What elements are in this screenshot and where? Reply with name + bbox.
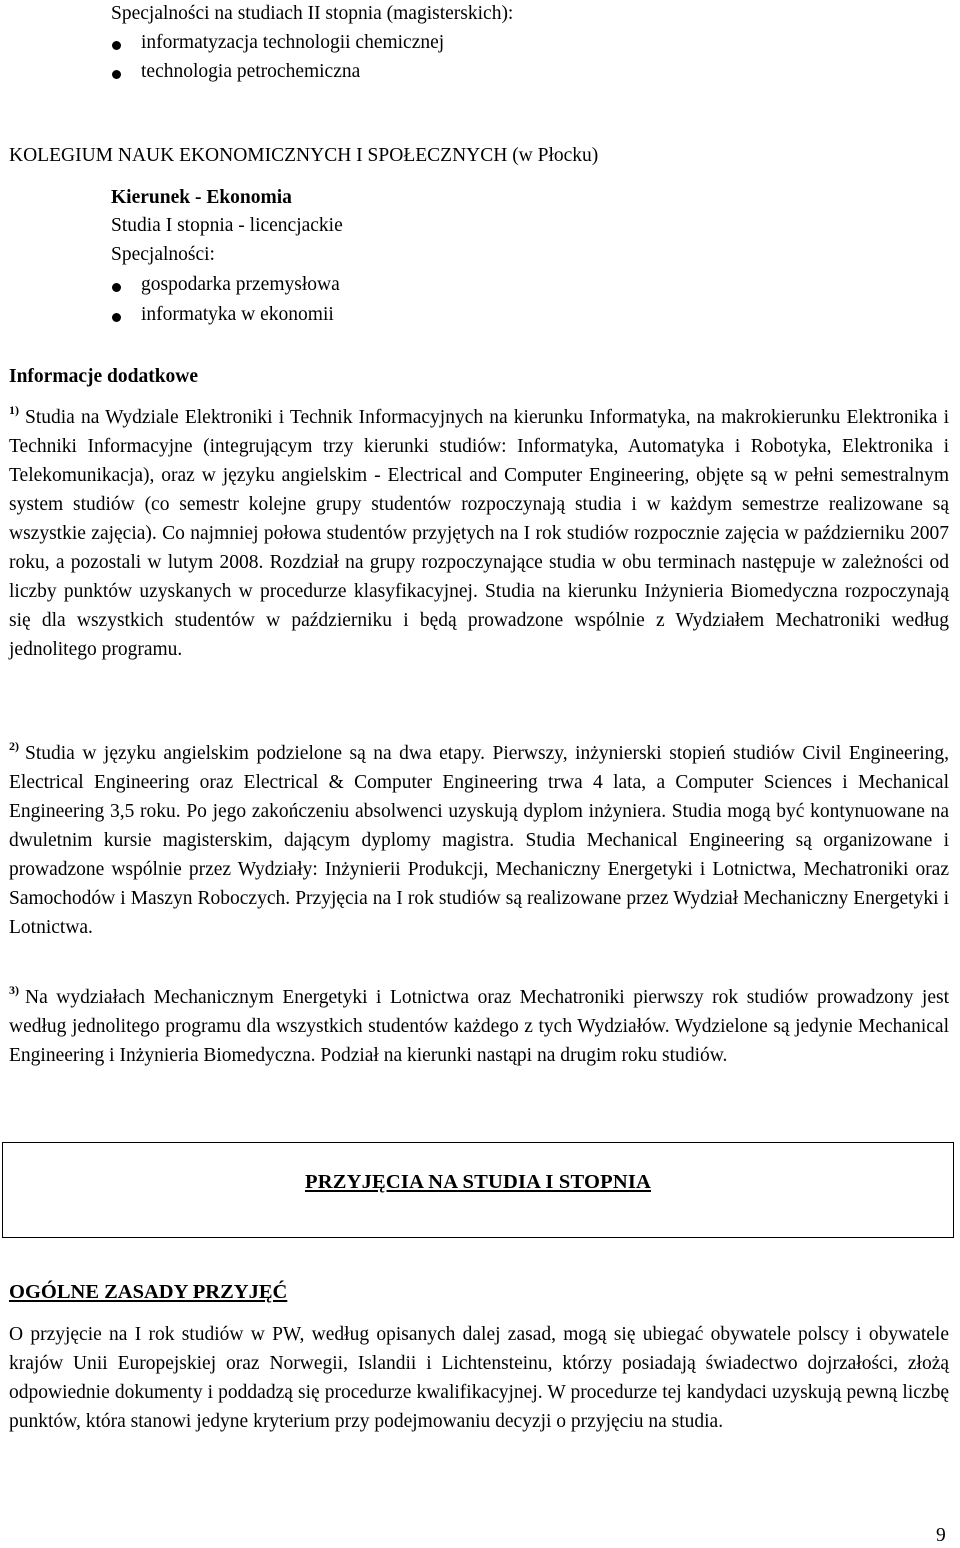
kolegium-title: KOLEGIUM NAUK EKONOMICZNYCH I SPOŁECZNYCH (w Płocku) xyxy=(9,145,599,166)
ogolne-zasady-heading: OGÓLNE ZASADY PRZYJĘĆ xyxy=(9,1281,288,1303)
note-3 xyxy=(9,976,949,1070)
note-marker: 3) xyxy=(9,983,19,997)
note-1 xyxy=(9,396,949,664)
list-item: gospodarka przemysłowa xyxy=(141,274,340,295)
note-text: Studia na Wydziale Elektroniki i Technik Informacyjnych na kierunku Informatyka, na makrokierunku Elektronika i Techniki Informacyjne (integrującym trzy kierunki studiów: Informatyka, Automatyka i Robotyka, Elektronika i Telekomunikacja), oraz w języku angielskim - Electrical and Computer Engineering, objęte są w pełni semestralnym system studiów (co semestr kolejne grupy studentów rozpoczynają studia i w każdym semestrze realizowane są wszystkie zajęcia). Co najmniej połowa studentów przyjętych na I rok studiów rozpocznie zajęcia w październiku 2007 roku, a pozostali w lutym 2008. Rozdział na grupy rozpoczynające studia w obu terminach następuje w zależności od liczby punktów uzyskanych w procedurze klasyfikacyjnej. Studia na kierunku Inżynieria Biomedyczna rozpoczynają się dla wszystkich studentów w październiku i będą prowadzone wspólnie z Wydziałem Mechatroniki według jednolitego programu. xyxy=(9,407,949,660)
page-number: 9 xyxy=(936,1525,946,1546)
section-title: PRZYJĘCIA NA STUDIA I STOPNIA xyxy=(304,1171,652,1193)
bullet-icon xyxy=(112,41,121,50)
spec-label: Specjalności: xyxy=(111,244,215,265)
ogolne-zasady-text: O przyjęcie na I rok studiów w PW, według opisanych dalej zasad, mogą się ubiegać obywatele polscy i obywatele krajów Unii Europejskiej oraz Norwegii, Islandii i Lichtensteinu, którzy posiadają świadectwo dojrzałości, złożą odpowiednie dokumenty i poddadzą się procedurze kwalifikacyjnej. W procedurze tej kandydaci uzyskują pewną liczbę punktów, która stanowi jedyne kryterium przy podejmowaniu decyzji o przyjęciu na studia. xyxy=(9,1324,949,1432)
note-marker: 2) xyxy=(9,739,19,753)
note-text: Na wydziałach Mechanicznym Energetyki i Lotnictwa oraz Mechatroniki pierwszy rok studiów prowadzony jest według jednolitego programu dla wszystkich studentów każdego z tych Wydziałów. Wydzielone są jedynie Mechanical Engineering i Inżynieria Biomedyczna. Podział na kierunki nastąpi na drugim roku studiów. xyxy=(9,987,949,1066)
bullet-icon xyxy=(112,283,121,292)
bullet-icon xyxy=(112,313,121,322)
list-item: technologia petrochemiczna xyxy=(141,61,361,82)
list-item: informatyka w ekonomii xyxy=(141,304,334,325)
note-marker: 1) xyxy=(9,403,19,417)
spec-label-magister: Specjalności na studiach II stopnia (magisterskich): xyxy=(111,3,514,24)
note-2 xyxy=(9,732,949,942)
kierunek-label: Kierunek - Ekonomia xyxy=(111,187,292,208)
bullet-icon xyxy=(112,70,121,79)
list-item: informatyzacja technologii chemicznej xyxy=(141,32,445,53)
stopien-label: Studia I stopnia - licencjackie xyxy=(111,215,343,236)
info-heading: Informacje dodatkowe xyxy=(9,366,199,387)
section-title-box xyxy=(2,1142,954,1238)
note-text: Studia w języku angielskim podzielone są na dwa etapy. Pierwszy, inżynierski stopień studiów Civil Engineering, Electrical Engineering oraz Electrical & Computer Engineering trwa 4 lata, a Computer Sciences i Mechanical Engineering 3,5 roku. Po jego zakończeniu absolwenci uzyskują dyplom inżyniera. Studia mogą być kontynuowane na dwuletnim kursie magisterskim, dającym dyplomy magistra. Studia Mechanical Engineering są organizowane i prowadzone wspólnie przez Wydziały: Inżynierii Produkcji, Mechaniczny Energetyki i Lotnictwa, Mechatroniki oraz Samochodów i Maszyn Roboczych. Przyjęcia na I rok studiów są realizowane przez Wydział Mechaniczny Energetyki i Lotnictwa. xyxy=(9,743,949,938)
